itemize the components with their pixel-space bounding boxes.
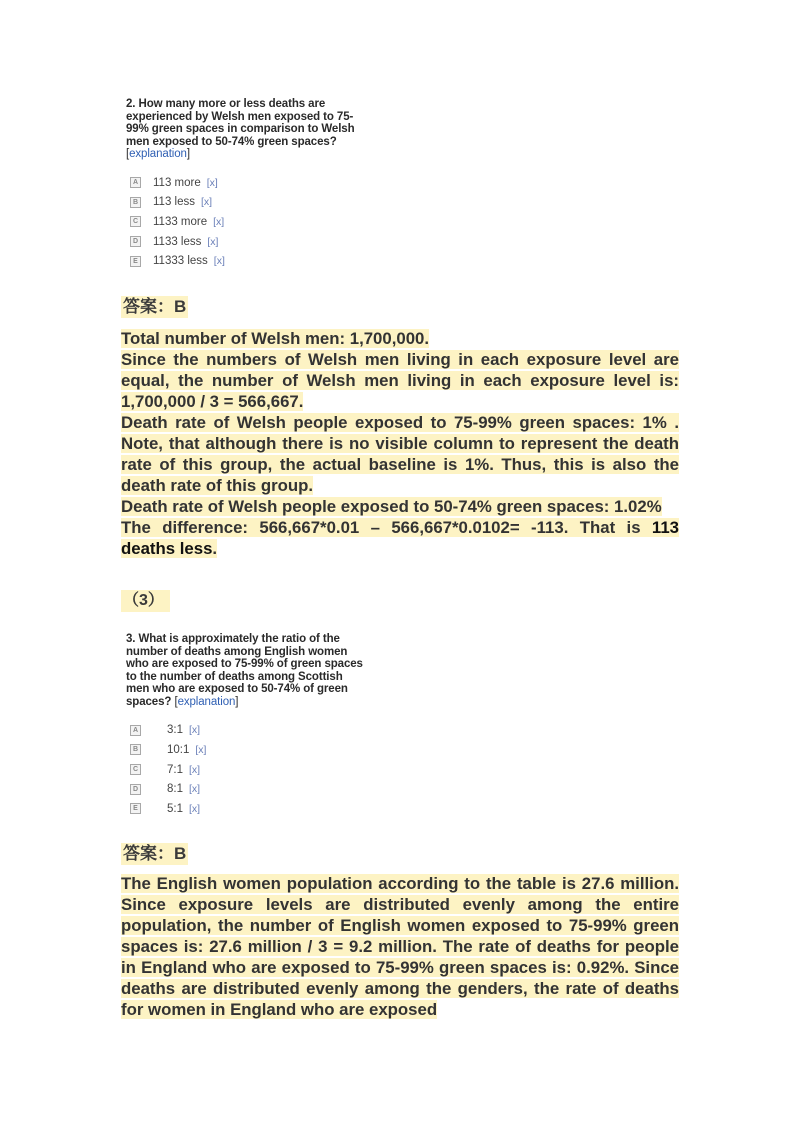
- remove-option-icon[interactable]: [x]: [189, 724, 201, 737]
- answer-3-paragraph: The English women population according to the table is 27.6 million. Since exposure levels are distributed evenly among the entire population, the number of English women exposed to 75-99% green spaces is: 27.6 million / 3 = 9.2 million. The rate of deaths for people in England who are exposed to 75-99% green spaces is: 0.92%. Since deaths are distributed evenly among the genders, the rate of deaths for women in England who are exposed: [121, 874, 679, 1019]
- remove-option-icon[interactable]: [x]: [207, 235, 219, 248]
- remove-option-icon[interactable]: [x]: [189, 783, 201, 796]
- option-letter-icon: A: [130, 177, 141, 188]
- explanation-link[interactable]: explanation: [177, 695, 236, 708]
- option-c[interactable]: [126, 212, 358, 232]
- answer-2-line-4: Death rate of Welsh people exposed to 50-74% green spaces: 1.02%: [121, 497, 662, 516]
- option-text: 10:1: [167, 743, 190, 756]
- answer-2-title: 答案：B: [123, 297, 187, 316]
- answer-2-explanation: [121, 328, 679, 559]
- question-3-block: [126, 633, 366, 819]
- option-e[interactable]: [126, 799, 366, 819]
- remove-option-icon[interactable]: [x]: [213, 215, 225, 228]
- option-letter-icon: B: [130, 744, 141, 755]
- answer-2-line-1: Total number of Welsh men: 1,700,000.: [121, 329, 430, 348]
- option-text: 5:1: [167, 802, 183, 815]
- option-a[interactable]: [126, 721, 366, 741]
- option-b[interactable]: [126, 193, 358, 213]
- option-letter-icon: C: [130, 764, 141, 775]
- question-3-text: 3. What is approximately the ratio of the number of deaths among English women who are exposed to 75-99% of green spaces to the number of deaths among Scottish men who are exposed to 50-74% of green spaces? [explanation]: [126, 633, 363, 708]
- option-letter-icon: A: [130, 725, 141, 736]
- option-text: 8:1: [167, 783, 183, 796]
- option-d[interactable]: [126, 232, 358, 252]
- answer-2-line-3: Death rate of Welsh people exposed to 75-99% green spaces: 1% . Note, that although there is no visible column to represent the death rate of this group, the actual baseline is 1%. Thus, this is also the death rate of this group.: [121, 413, 679, 495]
- option-text: 1133 less: [153, 235, 202, 248]
- remove-option-icon[interactable]: [x]: [213, 255, 225, 268]
- explanation-link[interactable]: explanation: [129, 148, 187, 161]
- option-letter-icon: B: [130, 197, 141, 208]
- answer-2-result: 113 deaths less: [121, 518, 679, 558]
- question-2-options: [126, 173, 358, 271]
- answer-3-explanation: [121, 873, 679, 1020]
- option-letter-icon: D: [130, 236, 141, 247]
- question-3-options: [126, 721, 366, 819]
- section-3-number: （3）: [121, 590, 170, 612]
- remove-option-icon[interactable]: [x]: [189, 802, 201, 815]
- question-2-stem: 2. How many more or less deaths are experienced by Welsh men exposed to 75-99% green spaces in comparison to Welsh men exposed to 50-74% green spaces?: [126, 98, 355, 148]
- question-2-block: [126, 98, 358, 271]
- remove-option-icon[interactable]: [x]: [189, 763, 201, 776]
- option-letter-icon: E: [130, 803, 141, 814]
- answer-2-line-5-end: .: [212, 539, 218, 558]
- option-text: 3:1: [167, 724, 183, 737]
- option-d[interactable]: [126, 779, 366, 799]
- option-text: 11333 less: [153, 255, 208, 268]
- question-3-stem: 3. What is approximately the ratio of the number of deaths among English women who are exposed to 75-99% of green spaces to the number of deaths among Scottish men who are exposed to 50-74% of green spaces?: [126, 633, 363, 708]
- answer-2-line-5: The difference: 566,667*0.01 – 566,667*0.0102= -113. That is: [121, 518, 652, 537]
- question-2-text: 2. How many more or less deaths are experienced by Welsh men exposed to 75-99% green spaces in comparison to Welsh men exposed to 50-74% green spaces? [explanation]: [126, 98, 355, 161]
- answer-3-title: 答案：B: [123, 844, 187, 863]
- option-letter-icon: D: [130, 784, 141, 795]
- option-text: 7:1: [167, 763, 183, 776]
- remove-option-icon[interactable]: [x]: [195, 743, 207, 756]
- option-text: 113 less: [153, 196, 195, 209]
- option-letter-icon: E: [130, 256, 141, 267]
- option-c[interactable]: [126, 760, 366, 780]
- remove-option-icon[interactable]: [x]: [200, 196, 213, 209]
- remove-option-icon[interactable]: [x]: [206, 176, 218, 189]
- option-e[interactable]: [126, 251, 358, 271]
- answer-2-line-2: Since the numbers of Welsh men living in each exposure level are equal, the number of Welsh men living in each exposure level is: 1,700,000 / 3 = 566,667.: [121, 350, 679, 411]
- option-text: 1133 more: [153, 215, 208, 228]
- option-letter-icon: C: [130, 216, 141, 227]
- option-b[interactable]: [126, 740, 366, 760]
- option-a[interactable]: [126, 173, 358, 193]
- option-text: 113 more: [153, 176, 201, 189]
